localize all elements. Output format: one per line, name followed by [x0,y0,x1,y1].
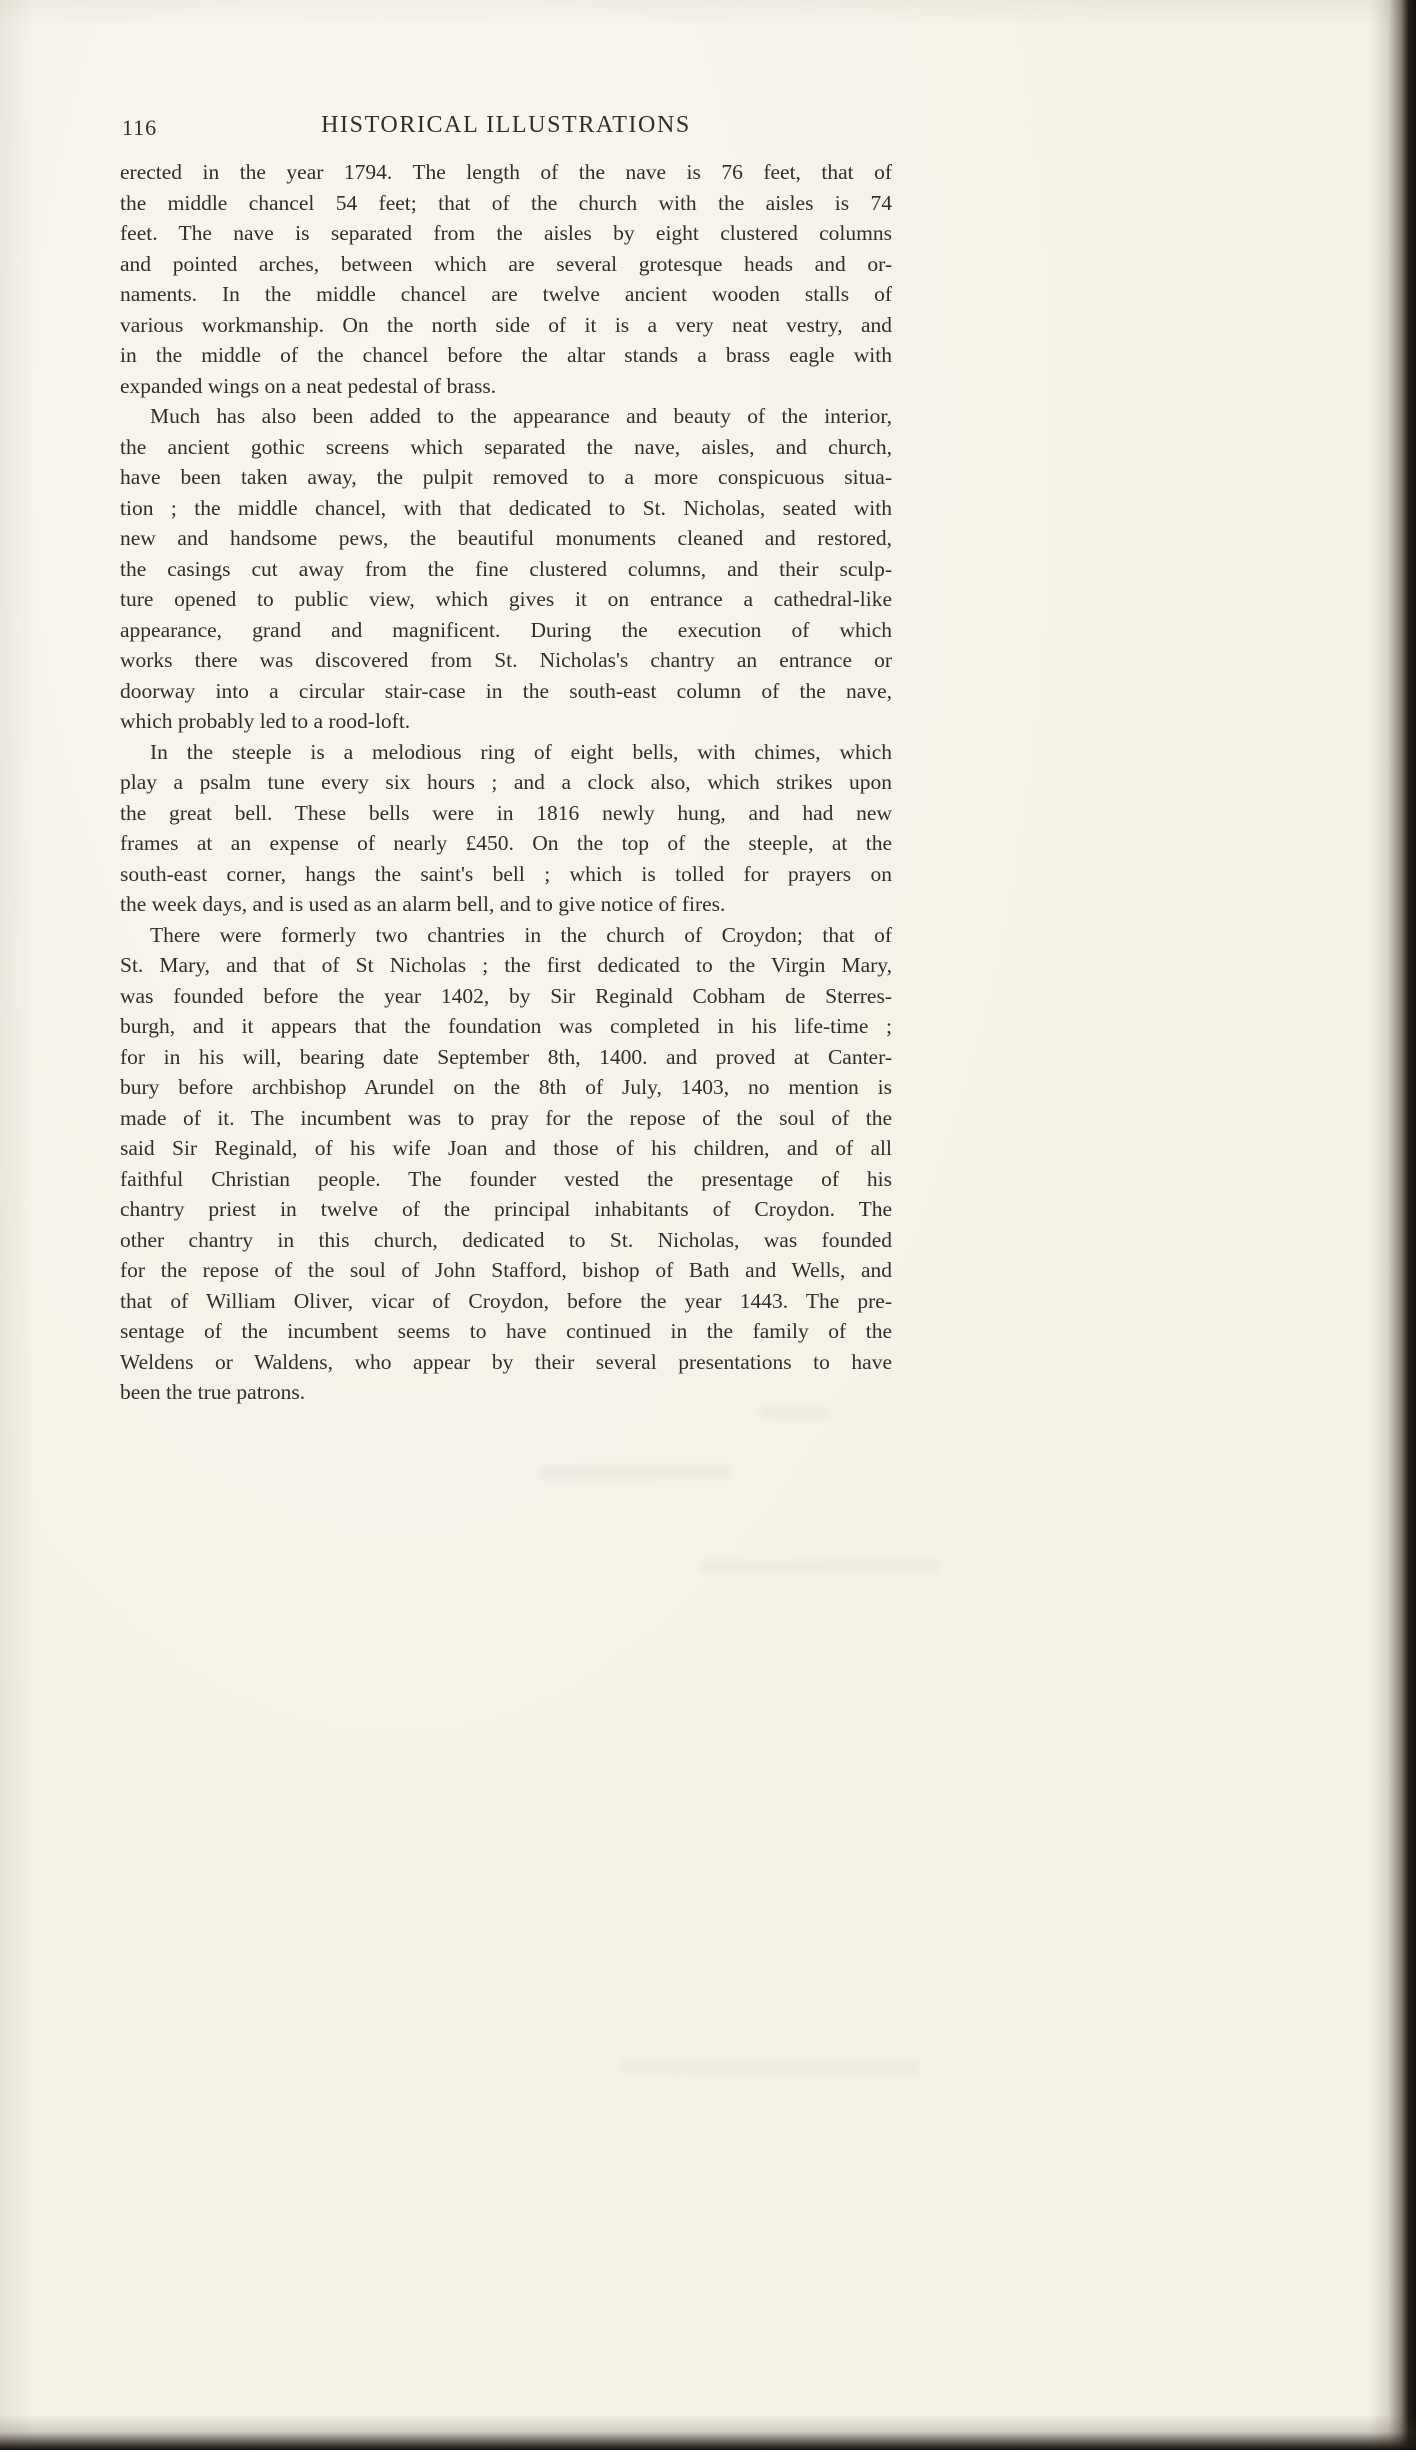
text-line: for in his will, bearing date September 8th, 1400. and proved at Canter- [120,1044,892,1069]
text-line: for the repose of the soul of John Stafford, bishop of Bath and Wells, and [120,1258,892,1282]
text-line: doorway into a circular stair-case in the south-east column of the nave, [120,678,892,703]
text-line: have been taken away, the pulpit removed to a more conspicuous situa- [120,465,892,489]
text-line: in the middle of the chancel before the altar stands a brass eagle with [120,343,892,367]
text-line: naments. In the middle chancel are twelve ancient wooden stalls of [120,282,892,306]
text-line: said Sir Reginald, of his wife Joan and those of his children, and of all [120,1136,892,1160]
text-line: In the steeple is a melodious ring of eight bells, with chimes, which [150,739,892,764]
ink-bleed-smudge [700,1560,940,1572]
text-line: was founded before the year 1402, by Sir Reginald Cobham de Sterres- [120,983,892,1008]
page-edge-shadow-bottom [0,2414,1416,2450]
text-line: the middle chancel 54 feet; that of the church with the aisles is 74 [120,190,892,215]
text-line: play a psalm tune every six hours ; and a clock also, which strikes upon [120,770,892,794]
text-line: south-east corner, hangs the saint's bell ; which is tolled for prayers on [120,861,892,886]
text-line: tion ; the middle chancel, with that dedicated to St. Nicholas, seated with [120,495,892,520]
text-line: erected in the year 1794. The length of the nave is 76 feet, that of [120,160,892,184]
ink-bleed-smudge [620,2059,920,2075]
paragraph [120,401,892,737]
text-line: ture opened to public view, which gives it on entrance a cathedral-like [120,587,892,611]
paragraph [120,157,892,401]
text-line: appearance, grand and magnificent. During the execution of which [120,617,892,642]
running-head: HISTORICAL ILLUSTRATIONS [321,112,691,138]
ink-bleed-smudge [760,1408,830,1418]
paragraph [120,920,892,1408]
text-line: faithful Christian people. The founder vested the presentage of his [120,1166,892,1191]
text-line: Weldens or Waldens, who appear by their several presentations to have [120,1349,892,1374]
text-line: feet. The nave is separated from the aisles by eight clustered columns [120,221,892,245]
text-line: made of it. The incumbent was to pray for the repose of the soul of the [120,1105,892,1130]
text-line: chantry priest in twelve of the principal inhabitants of Croydon. The [120,1197,892,1221]
text-line: There were formerly two chantries in the church of Croydon; that of [150,922,892,947]
body-text [120,157,892,1408]
text-line: the ancient gothic screens which separated the nave, aisles, and church, [120,434,892,459]
text-line: works there was discovered from St. Nicholas's chantry an entrance or [120,648,892,672]
text-line: the great bell. These bells were in 1816 newly hung, and had new [120,800,892,825]
text-line: Much has also been added to the appearance and beauty of the interior, [150,404,892,428]
page-header [120,112,892,144]
ink-bleed-smudge [540,1465,730,1479]
page-edge-shadow-right [1370,0,1416,2450]
text-line: the week days, and is used as an alarm bell, and to give notice of fires. [120,892,726,916]
text-line: St. Mary, and that of St Nicholas ; the first dedicated to the Virgin Mary, [120,953,892,977]
text-line: expanded wings on a neat pedestal of brass. [120,373,497,398]
text-line: other chantry in this church, dedicated to St. Nicholas, was founded [120,1227,892,1252]
page-number: 116 [122,115,158,140]
text-line: frames at an expense of nearly £450. On the top of the steeple, at the [120,831,892,855]
text-line: various workmanship. On the north side of it is a very neat vestry, and [120,312,892,337]
paragraph [120,737,892,920]
text-line: burgh, and it appears that the foundation was completed in his life-time ; [120,1014,892,1038]
text-line: which probably led to a rood-loft. [120,709,411,733]
text-line: and pointed arches, between which are several grotesque heads and or- [120,251,892,276]
text-line: sentage of the incumbent seems to have continued in the family of the [120,1319,892,1343]
text-line: been the true patrons. [120,1380,306,1404]
text-line: that of William Oliver, vicar of Croydon, before the year 1443. The pre- [120,1288,892,1313]
text-line: the casings cut away from the fine clustered columns, and their sculp- [120,556,892,581]
text-line: bury before archbishop Arundel on the 8th of July, 1403, no mention is [120,1075,892,1099]
text-line: new and handsome pews, the beautiful monuments cleaned and restored, [120,526,892,550]
